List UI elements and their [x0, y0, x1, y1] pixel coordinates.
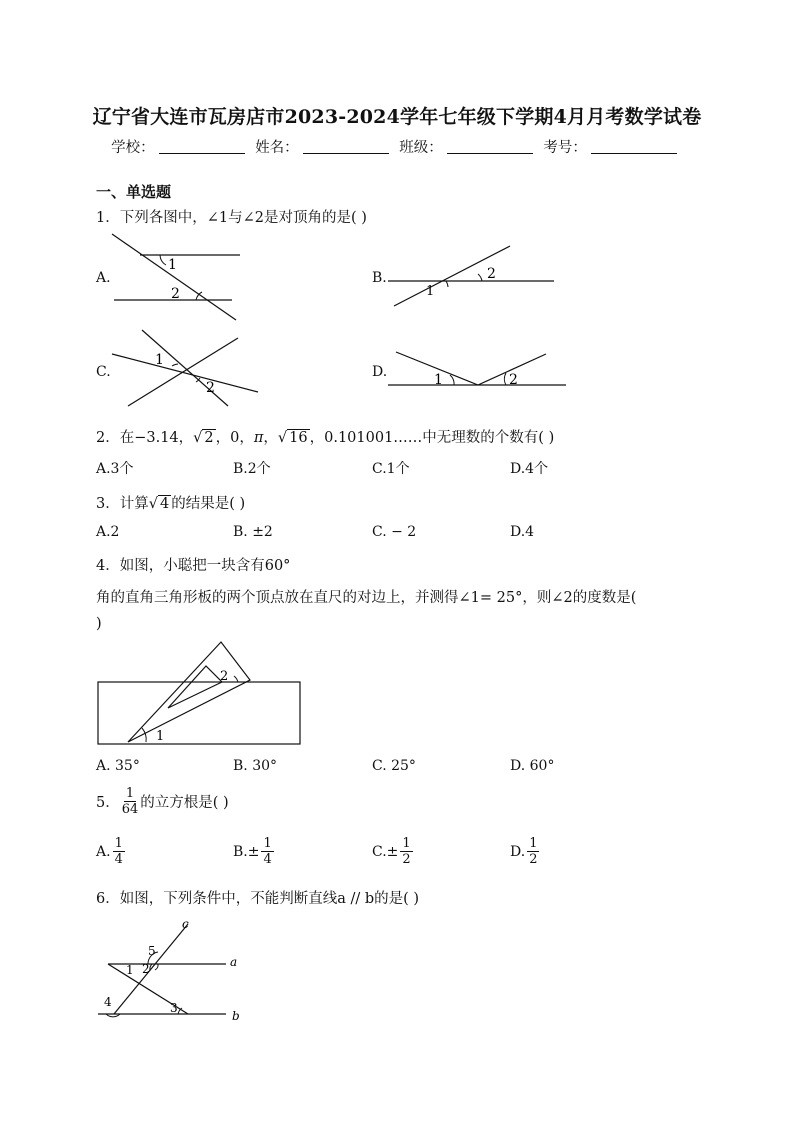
- q3-option-c: C. − 2: [372, 524, 417, 540]
- q6-angle-5-label: 5: [148, 944, 156, 958]
- q2-sqrt-2: √ 2: [193, 430, 214, 446]
- q1a-angle-1-label: 1: [168, 257, 177, 273]
- q3-option-b: B. ±2: [233, 524, 273, 540]
- q5-frac-num: 1: [125, 786, 135, 801]
- q2-part-2: ，0，: [215, 430, 254, 446]
- q6-angle-1-label: 1: [126, 963, 134, 977]
- q1-option-d-label: D.: [372, 364, 388, 380]
- name-label: 姓名：: [255, 140, 299, 156]
- q5-option-b-prefix: B.±: [233, 843, 260, 860]
- q6-line-a-label: a: [230, 955, 238, 969]
- q1-figure-c: [108, 326, 268, 408]
- q5-d-den: 2: [529, 852, 538, 867]
- q6-angle-4-label: 4: [104, 995, 112, 1009]
- q5-number: 5．: [96, 795, 120, 811]
- q1-option-a-label: A.: [96, 270, 111, 286]
- q3-part-2: 的结果是( ): [171, 496, 246, 512]
- class-blank: [447, 141, 533, 154]
- number-label: 考号：: [543, 140, 587, 156]
- class-label: 班级：: [399, 140, 443, 156]
- q1-option-b-label: B.: [372, 270, 387, 286]
- q2-pi: π: [253, 430, 264, 446]
- q2-stem: [96, 426, 554, 447]
- q2-option-c: C.1个: [372, 461, 410, 477]
- q5-option-c: [372, 836, 415, 867]
- number-blank: [591, 141, 677, 154]
- q5-stem: [96, 786, 229, 817]
- q5-c-num: 1: [402, 836, 411, 851]
- name-blank: [303, 141, 389, 154]
- q2-part-4: ，0.101001……中无理数的个数有( ): [309, 430, 555, 446]
- q1-figure-a: [108, 228, 248, 324]
- q5-b-num: 1: [263, 836, 272, 851]
- q3-sqrt-4: √ 4: [148, 496, 170, 512]
- q5-fraction: [122, 786, 139, 817]
- q2-radicand-1: 2: [204, 430, 214, 446]
- q3-option-d: D.4: [510, 524, 535, 540]
- section-heading: 一、单选题: [96, 183, 172, 201]
- q6-angle-2-label: 2: [142, 962, 150, 976]
- q2-option-d: D.4个: [510, 461, 549, 477]
- q1c-angle-2-label: 2: [206, 380, 215, 396]
- q4-option-c: C. 25°: [372, 758, 416, 774]
- q1c-angle-1-label: 1: [155, 352, 164, 368]
- q5-option-a-prefix: A.: [96, 843, 111, 860]
- q3-option-a: A.2: [96, 524, 120, 540]
- q1-figure-b: [384, 240, 564, 310]
- q5-option-b-fraction: [261, 836, 273, 867]
- q3-part-1: 3．计算: [96, 496, 149, 512]
- q4-stem-line-3: ): [96, 616, 102, 632]
- q2-sqrt-16: √ 16: [277, 430, 308, 446]
- school-blank: [159, 141, 245, 154]
- q1d-angle-1-label: 1: [434, 372, 443, 388]
- q5-frac-den: 64: [121, 802, 139, 817]
- q3-radicand: 4: [159, 496, 170, 512]
- q6-angle-3-label: 3: [170, 1001, 178, 1015]
- q5-option-c-fraction: [400, 836, 412, 867]
- q5-option-a: [96, 836, 127, 867]
- q3-stem: [96, 492, 245, 513]
- q6-stem: 6．如图，下列条件中，不能判断直线a // b的是( ): [96, 891, 420, 907]
- q5-option-b: [233, 836, 276, 867]
- q1b-angle-1-label: 1: [426, 284, 435, 299]
- q5-option-d-fraction: [527, 836, 539, 867]
- q5-option-d: [510, 836, 541, 867]
- q6-figure-parallel-lines: [96, 914, 256, 1026]
- q2-radicand-2: 16: [289, 430, 308, 446]
- q5-option-a-fraction: [113, 836, 125, 867]
- q1-option-c-label: C.: [96, 364, 111, 380]
- q4-stem-line-2: 角的直角三角形板的两个顶点放在直尺的对边上，并测得∠1= 25°，则∠2的度数是(: [96, 590, 637, 606]
- q6-line-c-label: c: [182, 917, 189, 931]
- q5-b-den: 4: [263, 852, 272, 867]
- q2-part-1: 2．在−3.14，: [96, 430, 194, 446]
- q2-option-a: A.3个: [96, 461, 134, 477]
- q5-d-num: 1: [529, 836, 538, 851]
- q4-angle-1-label: 1: [156, 729, 165, 744]
- q2-part-3: ，: [263, 430, 278, 446]
- q4-stem-line-1: 4．如图，小聪把一块含有60°: [96, 558, 291, 574]
- student-info-row: [0, 136, 794, 157]
- q1d-angle-2-label: 2: [509, 372, 518, 388]
- q5-option-d-prefix: D.: [510, 843, 526, 860]
- school-label: 学校：: [111, 140, 155, 156]
- q4-option-a: A. 35°: [96, 758, 140, 774]
- q2-option-b: B.2个: [233, 461, 271, 477]
- q5-option-c-prefix: C.±: [372, 843, 399, 860]
- q5-a-den: 4: [114, 852, 123, 867]
- q1b-angle-2-label: 2: [487, 266, 496, 282]
- q5-c-den: 2: [402, 852, 411, 867]
- q4-option-d: D. 60°: [510, 758, 555, 774]
- q6-line-b-label: b: [232, 1009, 240, 1023]
- q4-option-b: B. 30°: [233, 758, 278, 774]
- q1-stem: 1．下列各图中，∠1与∠2是对顶角的是( ): [96, 210, 367, 226]
- q4-angle-2-label: 2: [220, 669, 229, 684]
- q5-a-num: 1: [114, 836, 123, 851]
- q4-figure-ruler-triangle: [96, 634, 304, 748]
- q5-tail: 的立方根是( ): [140, 795, 229, 811]
- q1-figure-d: [384, 346, 574, 392]
- exam-title: 辽宁省大连市瓦房店市2023-2024学年七年级下学期4月月考数学试卷: [92, 106, 702, 128]
- q1a-angle-2-label: 2: [171, 286, 180, 302]
